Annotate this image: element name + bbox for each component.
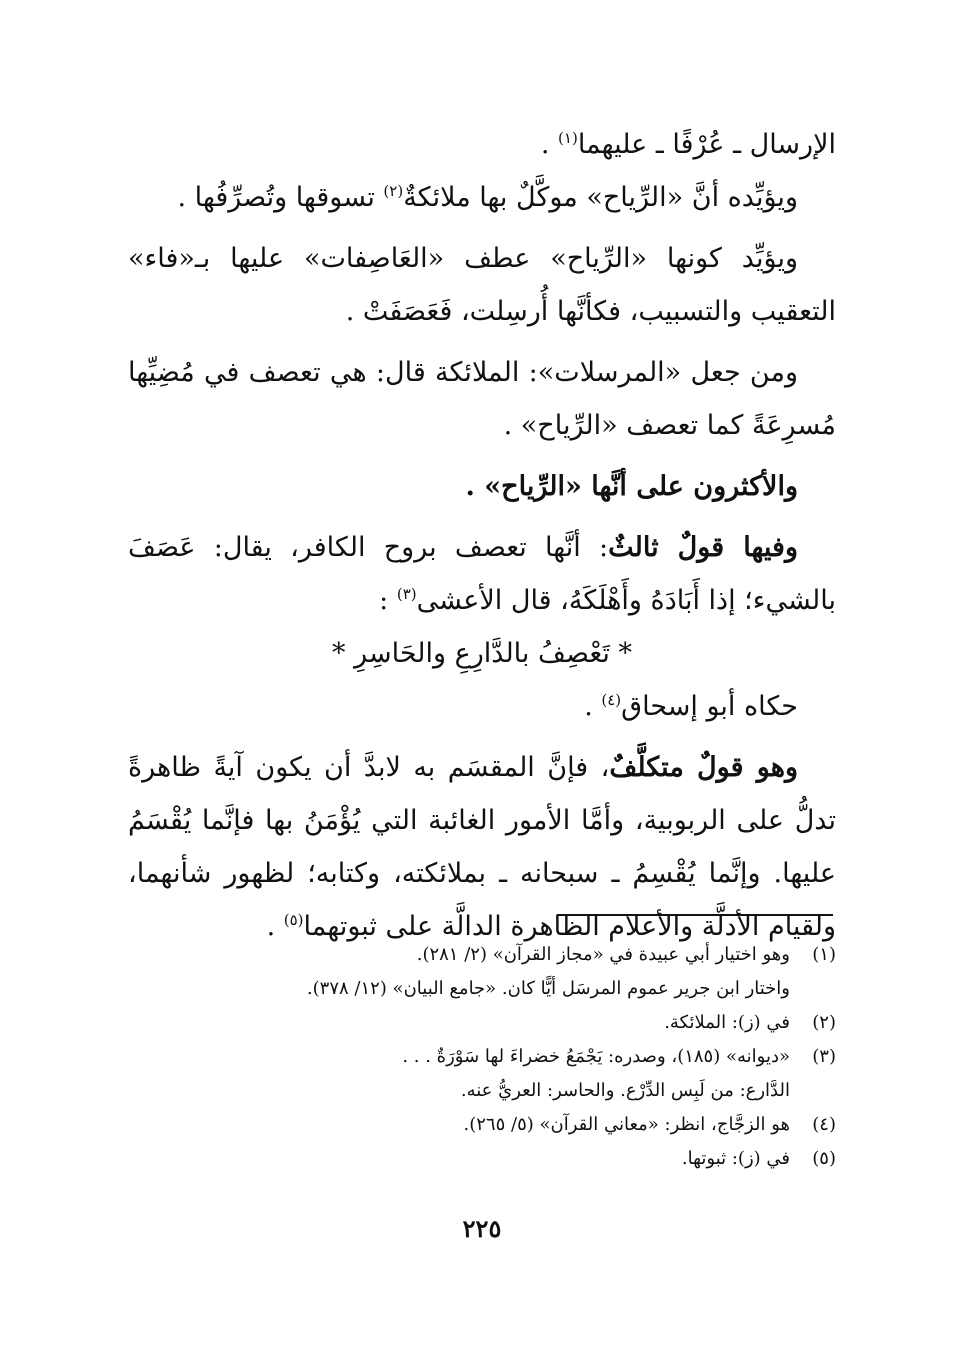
footnote-3	[128, 1040, 836, 1074]
paragraph-2-text-a: ويؤيِّده أنَّ «الرِّياح» موكَّلٌ بها ملائكةٌ	[403, 182, 798, 213]
paragraph-8-text-a: ، فإنَّ المقسَم به لابدَّ أن يكون آيةً ظاهرةً تدلُّ على الربوبية، وأمَّا الأمور الغائبة التي يُؤْمَنُ بها فإنَّما يُقْسَمُ عليها. وإنَّما يُقْسِمُ ـ سبحانه ـ بملائكته، وكتابه؛ لظهور شأنهما، ولقيام الأدلَّة والأعلام الظاهرة الدالَّة على ثبوتهما	[128, 752, 836, 942]
paragraph-7-end: .	[584, 691, 602, 722]
footnote-3-continuation: الدَّارع: من لَبِس الدِّرْع. والحاسر: العريُّ عنه.	[460, 1080, 790, 1101]
paragraph-6-text-a: : أنَّها تعصف بروح الكافر، يقال: عَصَفَ بالشيء؛ إذا أَبَادَهُ وأَهْلَكَهُ، قال الأعشى	[128, 532, 836, 616]
paragraph-2-text-b: تسوقها وتُصرِّفُها .	[177, 182, 384, 213]
paragraph-8-bold: وهو قولٌ متكلَّفٌ	[609, 752, 799, 783]
footnote-ref-2[interactable]: (٢)	[383, 182, 404, 200]
footnote-ref-5[interactable]: (٥)	[283, 911, 304, 929]
paragraph-8-end: .	[266, 911, 284, 942]
paragraph-7-text: حكاه أبو إسحاق	[621, 691, 798, 722]
footnote-number: (٣)	[812, 1046, 836, 1067]
footnote-ref-3[interactable]: (٣)	[396, 585, 417, 603]
footnote-text: هو الزجَّاج، انظر: «معاني القرآن» (٥/ ٢٦٥).	[463, 1114, 790, 1135]
paragraph-6	[128, 521, 836, 627]
footnote-ref-1[interactable]: (١)	[558, 129, 578, 147]
paragraph-6-text-b: :	[379, 585, 397, 616]
paragraph-8	[128, 741, 836, 953]
footnote-text: في (ز): الملائكة.	[664, 1012, 790, 1033]
paragraph-7	[128, 680, 836, 733]
footnote-number: (٤)	[812, 1114, 836, 1135]
main-text	[128, 118, 836, 953]
footnote-text: وهو اختيار أبي عبيدة في «مجاز القرآن» (٢/ ٢٨١).	[416, 944, 790, 965]
paragraph-5: والأكثرون على أنَّها «الرِّياح» .	[465, 471, 798, 502]
verse-line: * تَعْصِفُ بالدَّارِعِ والحَاسِرِ *	[332, 638, 632, 669]
footnotes	[128, 938, 836, 1176]
footnote-5	[128, 1142, 836, 1176]
footnote-number: (٥)	[812, 1148, 836, 1169]
paragraph-3: ويؤيِّد كونها «الرِّياح» عطف «العَاصِفات» عليها بـ«فاء» التعقيب والتسبيب، فكأنَّها أُرسِلت، فَعَصَفَتْ .	[128, 243, 836, 327]
footnote-text: في (ز): ثبوتها.	[681, 1148, 790, 1169]
footnote-1-continuation: واختار ابن جرير عموم المرسَل أيًّا كان. «جامع البيان» (١٢/ ٣٧٨).	[306, 978, 790, 999]
page-number: ٢٢٥	[462, 1214, 502, 1243]
footnote-ref-4[interactable]: (٤)	[601, 691, 622, 709]
paragraph-1-end: .	[540, 129, 559, 160]
footnote-text: «ديوانه» (١٨٥)، وصدره: يَجْمَعُ خضراءَ لها سَوْرَةٌ . . .	[402, 1046, 790, 1067]
paragraph-6-bold: وفيها قولٌ ثالثٌ	[608, 532, 798, 563]
footnote-number: (١)	[812, 944, 836, 965]
paragraph-1	[128, 118, 836, 171]
footnote-2	[128, 1006, 836, 1040]
paragraph-1-text: الإرسال ـ عُرْفًا ـ عليهما	[577, 129, 836, 160]
paragraph-4: ومن جعل «المرسلات»: الملائكة قال: هي تعصف في مُضِيِّها مُسرِعَةً كما تعصف «الرِّياح» .	[128, 357, 836, 441]
footnote-4	[128, 1108, 836, 1142]
footnote-divider	[557, 914, 833, 916]
paragraph-2	[128, 171, 836, 224]
footnote-number: (٢)	[812, 1012, 836, 1033]
footnote-1	[128, 938, 836, 972]
